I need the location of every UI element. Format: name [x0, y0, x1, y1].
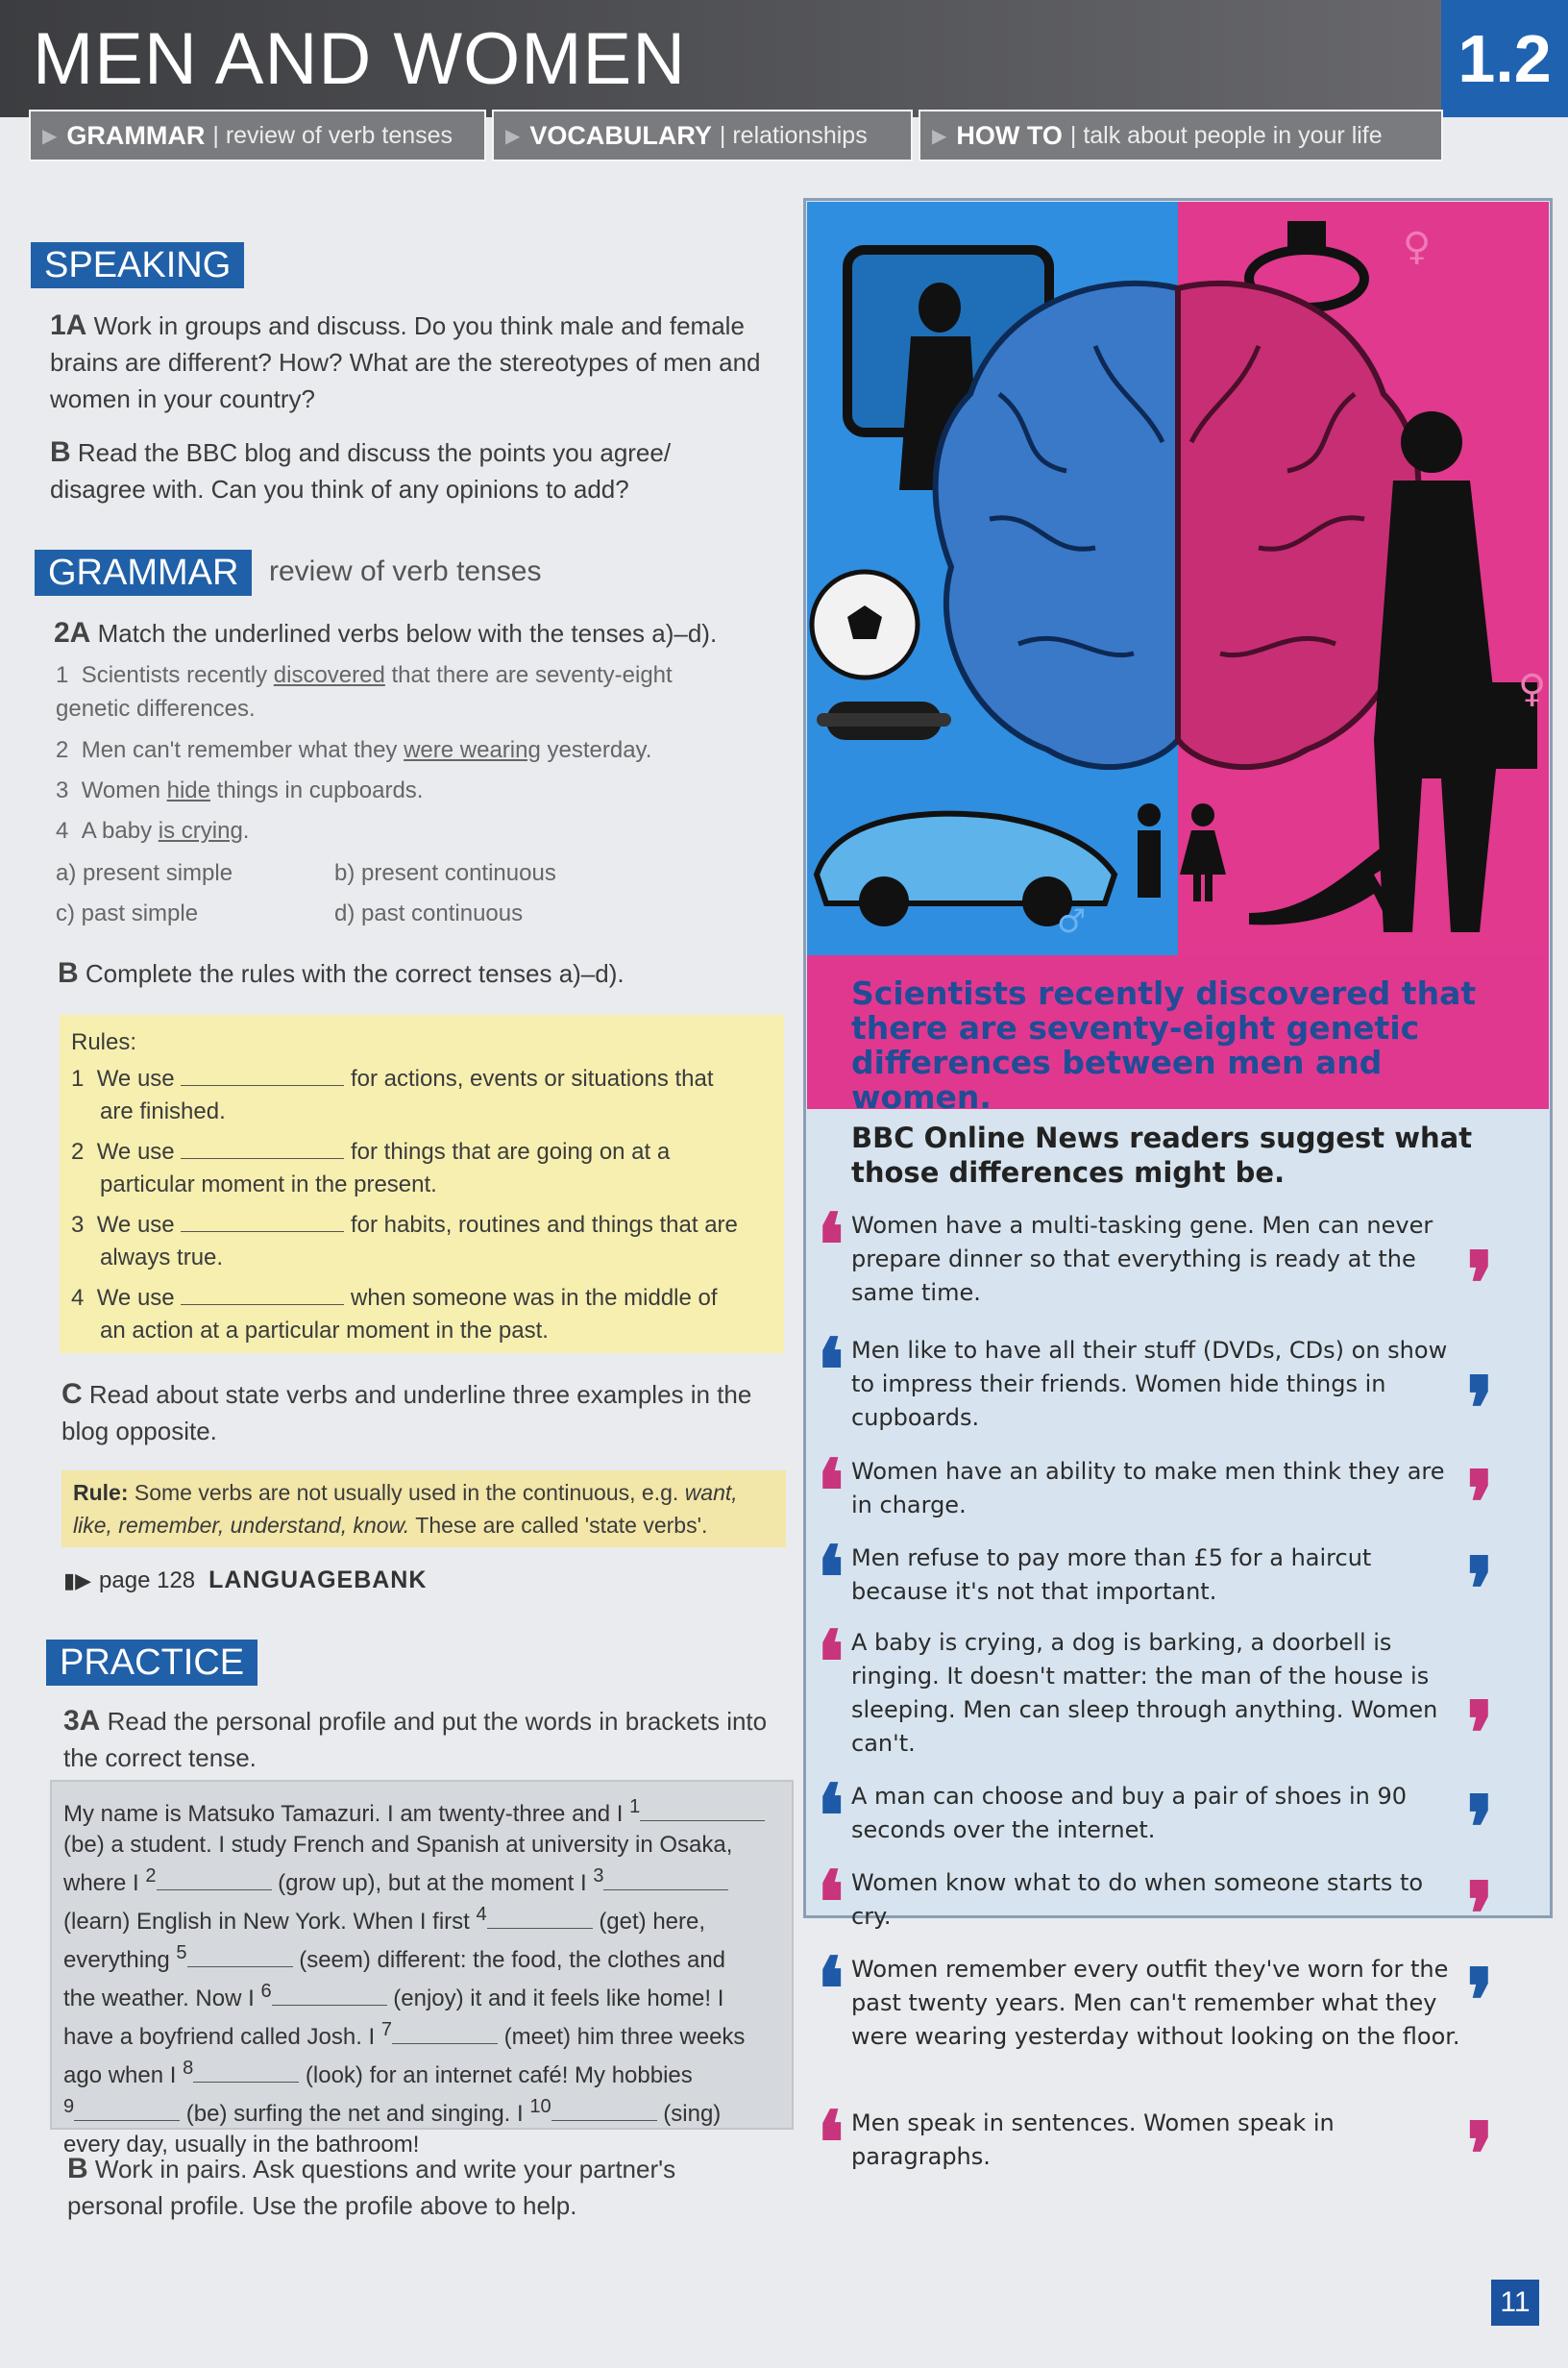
open-quote-icon: ❛ [817, 1441, 845, 1542]
arrow-right-icon: ▮▶ [63, 1567, 92, 1592]
grammar-item: 3 Women hide things in cupboards. [56, 777, 424, 803]
gap-9[interactable] [74, 2099, 180, 2121]
practice-label: PRACTICE [46, 1640, 257, 1686]
grammar-label: GRAMMAR [35, 550, 252, 596]
female-symbol-icon: ♀ [1403, 225, 1432, 269]
play-arrow-icon: ▶ [505, 125, 521, 147]
open-quote-icon: ❛ [817, 1938, 845, 2040]
open-quote-icon: ❛ [817, 1527, 845, 1629]
personal-profile-box [50, 1780, 794, 2158]
male-symbol-icon: ♂ [1057, 902, 1087, 941]
gap-5[interactable] [187, 1945, 293, 1967]
blog-comment: ❛ Women know what to do when someone starts to cry. ❜ [817, 1852, 1495, 1965]
question-2a: 2A Match the underlined verbs below with the tenses a)–d). [54, 617, 718, 649]
gap-10[interactable] [551, 2099, 657, 2121]
blog-comment: ❛ Men like to have all their stuff (DVDs, CDs) on show to impress their friends. Women hide things in cupboards. ❜ [817, 1320, 1495, 1460]
open-quote-icon: ❛ [817, 1195, 845, 1296]
close-quote-icon: ❜ [1466, 2104, 1495, 2206]
close-quote-icon: ❜ [1466, 1683, 1495, 1785]
grammar-item: 2 Men can't remember what they were wearing yesterday. [56, 737, 652, 763]
question-2c: C Read about state verbs and underline three examples in the blog opposite. [61, 1378, 752, 1445]
rule-item: 3 We use for habits, routines and things that are always true. [71, 1212, 738, 1270]
question-1a: 1A Work in groups and discuss. Do you think male and female brains are different? How? What are the stereotypes of men and women in your country? [50, 309, 761, 413]
close-quote-icon: ❜ [1466, 1358, 1495, 1460]
question-3b: B Work in pairs. Ask questions and write your partner's personal profile. Use the profile above to help. [67, 2153, 676, 2220]
close-quote-icon: ❜ [1466, 1539, 1495, 1640]
close-quote-icon: ❜ [1466, 1950, 1495, 2052]
open-quote-icon: ❛ [817, 2092, 845, 2194]
rule-item: 1 We use for actions, events or situations that are finished. [71, 1066, 714, 1124]
open-quote-icon: ❛ [817, 1852, 845, 1954]
blog-comment: ❛ Men speak in sentences. Women speak in paragraphs. ❜ [817, 2092, 1495, 2206]
rule-item: 4 We use when someone was in the middle of an action at a particular moment in the past. [71, 1285, 718, 1344]
football-icon [812, 572, 918, 678]
tab-vocabulary: ▶ VOCABULARY | relationships [492, 110, 913, 161]
tense-option: a) present simple [56, 860, 233, 886]
state-verbs-rule: Rule: Some verbs are not usually used in the continuous, e.g. want, like, remember, understand, know. These are called 'state verbs'. [61, 1470, 786, 1547]
female-symbol-icon: ♀ [1518, 667, 1547, 711]
tense-option: d) past continuous [334, 900, 524, 926]
open-quote-icon: ❛ [817, 1320, 845, 1421]
gap-2[interactable] [157, 1868, 272, 1890]
profile-text: My name is Matsuko Tamazuri. I am twenty-three and I $^1$ (be) a student. I study French and Spanish at university in Osaka, where I $^2$ (grow up), but at the moment I $^3$ (learn) English in New York. When I first $^4$ (get) here, everything $^5$ (seem) different: the food, the clothes and the weather. Now I $^6$ (enjoy) it and it feels like home! I have a boyfriend called Josh. I $^7$ (meet) him three weeks ago when I $^8$ (look) for an internet café! My hobbies $^9$ (be) surfing the net and singing. I $^{10}$ (sing) every day, usually in the bathroom! [63, 1791, 784, 2160]
blog-comment: ❛ Women remember every outfit they've worn for the past twenty years. Men can't remember what they were wearing yesterday without looking on the floor. ❜ [817, 1938, 1495, 2052]
close-quote-icon: ❜ [1466, 1863, 1495, 1965]
blog-comment: ❛ Women have a multi-tasking gene. Men can never prepare dinner so that everything is ready at the same time. ❜ [817, 1195, 1495, 1335]
brain-icon [936, 284, 1419, 767]
close-quote-icon: ❜ [1466, 1777, 1495, 1879]
blog-subheading: BBC Online News readers suggest what those differences might be. [851, 1122, 1473, 1189]
play-arrow-icon: ▶ [42, 125, 58, 147]
blog-comment: ❛ A man can choose and buy a pair of shoes in 90 seconds over the internet. ❜ [817, 1765, 1495, 1879]
page-number: 11 [1491, 2280, 1539, 2326]
close-quote-icon: ❜ [1466, 1452, 1495, 1554]
gap-1[interactable] [640, 1799, 765, 1821]
rules-box [60, 1015, 784, 1353]
language-bank-link[interactable]: ▮▶ page 128 LANGUAGEBANK [63, 1566, 428, 1593]
tense-option: c) past simple [56, 900, 199, 926]
page-title: MEN AND WOMEN [33, 18, 687, 100]
gap-8[interactable] [193, 2060, 299, 2083]
tense-option: b) present continuous [334, 860, 556, 886]
close-quote-icon: ❜ [1466, 1233, 1495, 1335]
question-3a: 3A Read the personal profile and put the words in brackets into the correct tense. [63, 1705, 768, 1772]
blog-headline: Scientists recently discovered that there are seventy-eight genetic differences between men and women. [851, 974, 1477, 1116]
rule-item: 2 We use for things that are going on at a particular moment in the present. [71, 1139, 671, 1197]
tab-how-to: ▶ HOW TO | talk about people in your life [919, 110, 1443, 161]
question-1b: B Read the BBC blog and discuss the points you agree/ disagree with. Can you think of any opinions to add? [50, 436, 672, 504]
grammar-sublabel: review of verb tenses [269, 555, 542, 587]
gap-3[interactable] [603, 1868, 728, 1890]
gap-4[interactable] [487, 1907, 593, 1929]
rules-title: Rules: [71, 1029, 137, 1055]
unit-number-badge: 1.2 [1441, 0, 1568, 117]
question-2b: B Complete the rules with the correct tenses a)–d). [58, 957, 625, 989]
speaking-label: SPEAKING [31, 242, 244, 288]
play-arrow-icon: ▶ [932, 125, 947, 147]
gap-7[interactable] [392, 2022, 498, 2044]
hotdog-icon [817, 702, 951, 740]
grammar-item: 4 A baby is crying. [56, 818, 250, 844]
brain-illustration [807, 202, 1549, 955]
blog-comment: ❛ Women have an ability to make men think they are in charge. ❜ [817, 1441, 1495, 1554]
tab-grammar: ▶ GRAMMAR | review of verb tenses [29, 110, 486, 161]
open-quote-icon: ❛ [817, 1612, 845, 1714]
open-quote-icon: ❛ [817, 1765, 845, 1867]
gap-6[interactable] [272, 1984, 387, 2006]
grammar-item: 1 Scientists recently discovered that there are seventy-eight genetic differences. [56, 662, 673, 722]
blog-comment: ❛ Men refuse to pay more than £5 for a haircut because it's not that important. ❜ [817, 1527, 1495, 1640]
blog-comment: ❛ A baby is crying, a dog is barking, a doorbell is ringing. It doesn't matter: the man of the house is sleeping. Men can sleep through anything. Women can't. ❜ [817, 1612, 1495, 1785]
